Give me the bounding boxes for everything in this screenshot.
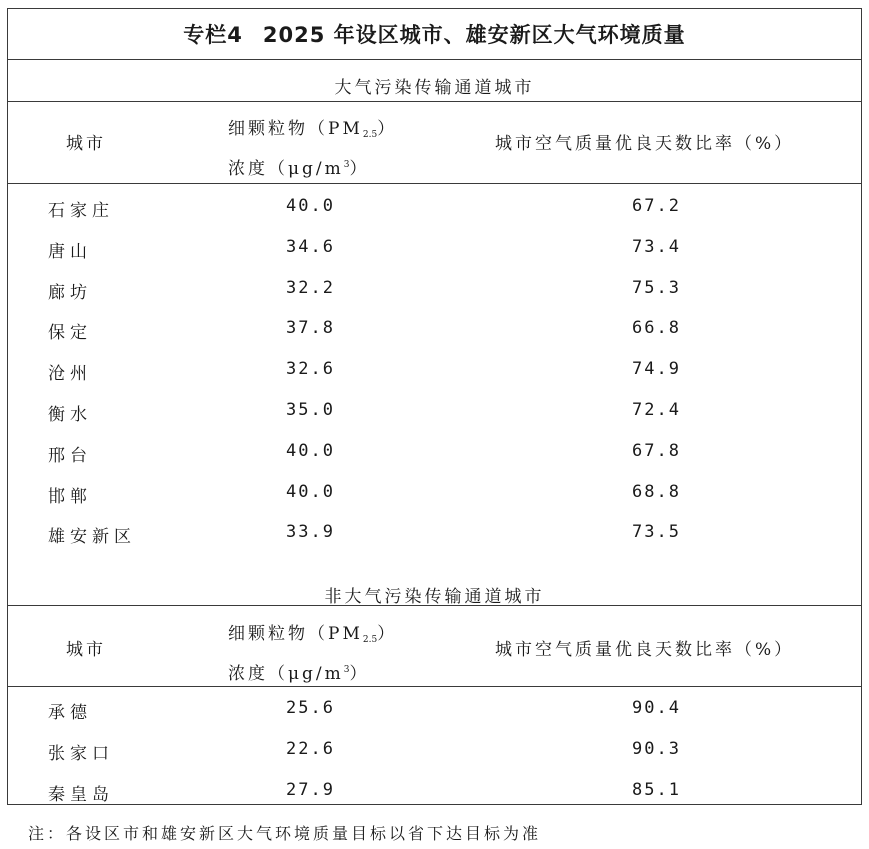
- cell-pm25: 32.2: [286, 277, 335, 298]
- cell-city: 保定: [48, 323, 92, 344]
- cell-rate: 90.4: [632, 698, 681, 718]
- cell-city: 石家庄: [48, 201, 114, 221]
- cell-rate: 75.3: [632, 277, 681, 298]
- table-row: [8, 730, 861, 770]
- cell-pm25: 37.8: [286, 318, 335, 339]
- cell-city: 邢台: [48, 445, 92, 466]
- section1-title: 大气污染传输通道城市: [334, 78, 535, 98]
- section2-title: 非大气污染传输通道城市: [324, 587, 545, 607]
- cell-pm25: 27.9: [286, 779, 335, 800]
- table-row: [8, 432, 861, 472]
- table-row: [8, 771, 861, 811]
- cell-pm25: 40.0: [286, 481, 335, 502]
- header-pm25: 细颗粒物$(PM_{2.5})$ 浓度$(\mu g/m^3)$: [228, 119, 398, 179]
- cell-city: 衡水: [48, 405, 92, 425]
- divider: [8, 183, 861, 184]
- header-pm25: 细颗粒物$(PM_{2.5})$ 浓度$(\mu g/m^3)$: [228, 624, 398, 684]
- cell-city: 邯郸: [48, 486, 92, 507]
- cell-rate: 72.4: [632, 400, 681, 420]
- table-row: [8, 513, 861, 553]
- table-row: [8, 269, 861, 309]
- cell-pm25: 40.0: [286, 440, 335, 461]
- divider: [8, 101, 861, 102]
- table-row: [8, 309, 861, 349]
- header-city: 城市: [66, 134, 106, 154]
- cell-pm25: 34.6: [286, 236, 335, 257]
- header-rate: 城市空气质量优良天数比率（%）: [495, 134, 795, 154]
- table-row: [8, 473, 861, 513]
- cell-rate: 68.8: [632, 481, 681, 502]
- table-row: [8, 350, 861, 390]
- cell-city: 承德: [48, 703, 92, 723]
- cell-rate: 90.3: [632, 738, 681, 759]
- cell-city: 唐山: [48, 241, 92, 262]
- table-row: [8, 187, 861, 227]
- cell-rate: 73.4: [632, 236, 681, 257]
- footnote: 注：各设区市和雄安新区大气环境质量目标以省下达目标为准: [28, 824, 542, 843]
- air-quality-table: [7, 8, 862, 805]
- header-rate: 城市空气质量优良天数比率（%）: [495, 640, 795, 660]
- table-title: [8, 9, 861, 59]
- cell-pm25: 32.6: [286, 359, 335, 380]
- divider: [8, 686, 861, 687]
- divider: [8, 59, 861, 60]
- cell-city: 沧州: [48, 364, 92, 385]
- cell-rate: 74.9: [632, 359, 681, 380]
- divider: [8, 605, 861, 606]
- cell-rate: 66.8: [632, 318, 681, 339]
- table-row: [8, 228, 861, 268]
- cell-rate: 67.2: [632, 196, 681, 216]
- cell-rate: 67.8: [632, 440, 681, 461]
- cell-rate: 85.1: [632, 779, 681, 800]
- cell-pm25: 35.0: [286, 400, 335, 420]
- cell-city: 秦皇岛: [48, 784, 114, 805]
- cell-city: 张家口: [48, 743, 114, 764]
- table-title-label: 专栏4: [183, 23, 243, 47]
- table-row: [8, 689, 861, 729]
- cell-city: 廊坊: [48, 282, 92, 303]
- cell-city: 雄安新区: [48, 527, 136, 548]
- cell-pm25: 40.0: [286, 196, 335, 216]
- cell-pm25: 22.6: [286, 738, 335, 759]
- cell-pm25: 33.9: [286, 522, 335, 543]
- cell-rate: 73.5: [632, 522, 681, 543]
- cell-pm25: 25.6: [286, 698, 335, 718]
- table-row: [8, 391, 861, 431]
- header-city: 城市: [66, 640, 106, 660]
- table-title-text: 2025 年设区城市、雄安新区大气环境质量: [262, 23, 686, 47]
